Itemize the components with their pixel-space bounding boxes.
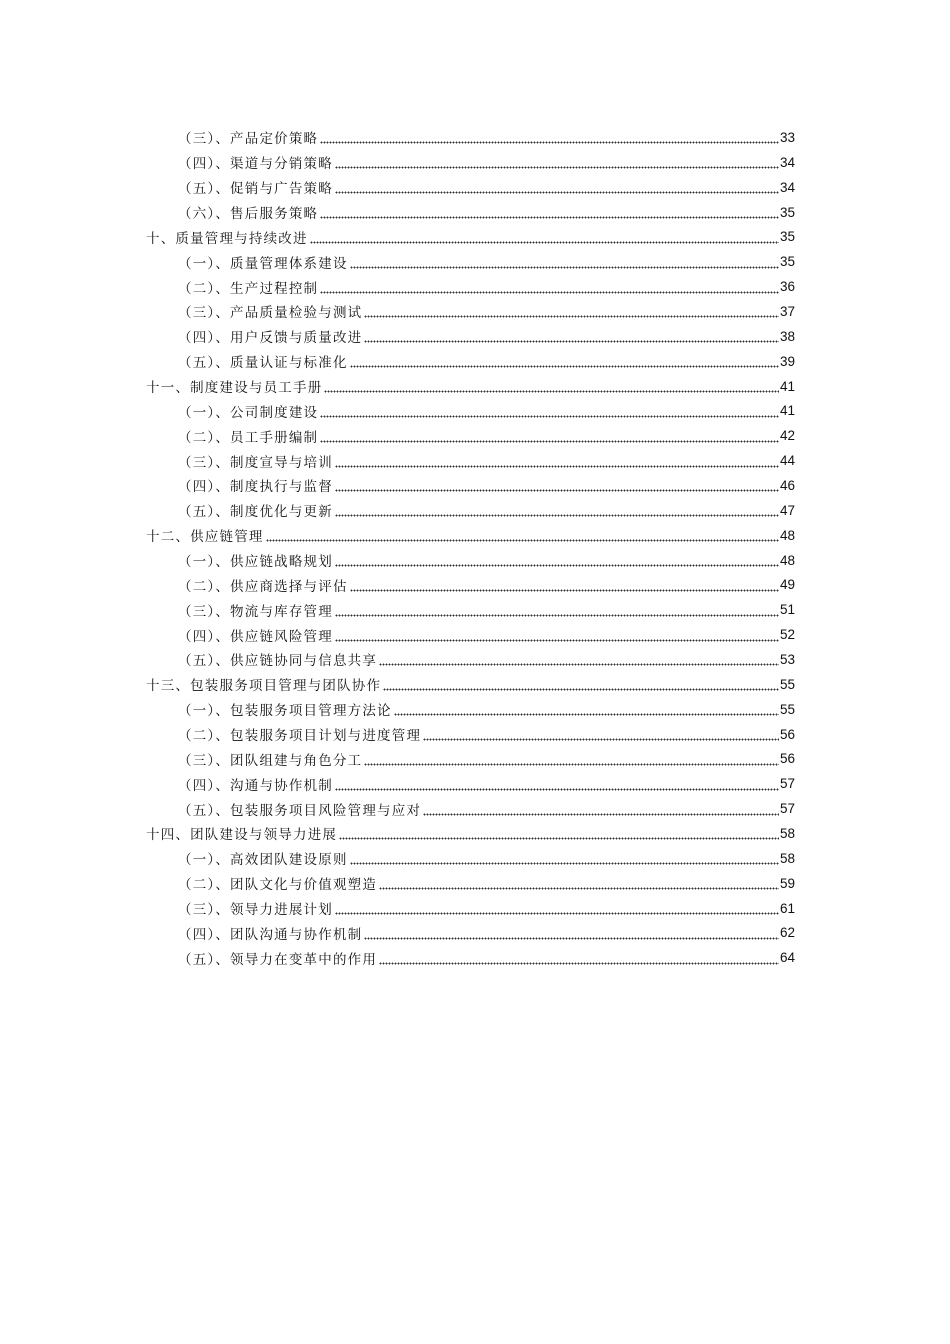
toc-section-entry[interactable]	[0, 722, 950, 747]
toc-section-entry[interactable]	[0, 150, 950, 175]
toc-section-entry[interactable]	[0, 548, 950, 573]
toc-entry-title: （四）、制度执行与监督	[178, 479, 333, 496]
toc-entry-page-number: 34	[780, 154, 796, 170]
toc-dot-leader	[364, 752, 779, 766]
toc-entry-page-number: 35	[780, 254, 796, 270]
toc-chapter-entry[interactable]	[0, 224, 950, 249]
toc-entry-title: （四）、渠道与分销策略	[178, 156, 333, 173]
toc-entry-page-number: 59	[780, 875, 796, 891]
toc-entry-title: 十三、包装服务项目管理与团队协作	[146, 678, 382, 695]
toc-section-entry[interactable]	[0, 473, 950, 498]
toc-dot-leader	[394, 702, 779, 716]
toc-section-entry[interactable]	[0, 349, 950, 374]
toc-entry-title: （五）、质量认证与标准化	[178, 355, 348, 372]
toc-dot-leader	[320, 429, 779, 443]
toc-entry-page-number: 62	[780, 925, 796, 941]
toc-dot-leader	[379, 876, 779, 890]
toc-entry-page-number: 55	[780, 676, 796, 692]
toc-entry-page-number: 35	[780, 229, 796, 245]
toc-section-entry[interactable]	[0, 398, 950, 423]
toc-section-entry[interactable]	[0, 697, 950, 722]
toc-entry-title: （五）、供应链协同与信息共享	[178, 653, 378, 670]
toc-entry-title: （五）、促销与广告策略	[178, 181, 333, 198]
toc-entry-title: （一）、包装服务项目管理方法论	[178, 703, 392, 720]
toc-dot-leader	[423, 727, 779, 741]
toc-entry-page-number: 42	[780, 428, 796, 444]
toc-entry-title: （二）、包装服务项目计划与进度管理	[178, 728, 422, 745]
toc-entry-page-number: 48	[780, 552, 796, 568]
toc-dot-leader	[335, 155, 779, 169]
toc-entry-page-number: 41	[780, 378, 796, 394]
toc-section-entry[interactable]	[0, 498, 950, 523]
toc-dot-leader	[350, 578, 779, 592]
toc-section-entry[interactable]	[0, 572, 950, 597]
toc-entry-page-number: 35	[780, 204, 796, 220]
toc-dot-leader	[364, 926, 779, 940]
toc-entry-page-number: 34	[780, 179, 796, 195]
toc-entry-page-number: 37	[780, 303, 796, 319]
toc-section-entry[interactable]	[0, 846, 950, 871]
toc-entry-page-number: 44	[780, 453, 796, 469]
toc-section-entry[interactable]	[0, 647, 950, 672]
toc-section-entry[interactable]	[0, 125, 950, 150]
toc-entry-page-number: 47	[780, 502, 796, 518]
toc-dot-leader	[379, 951, 779, 965]
toc-dot-leader	[339, 826, 779, 840]
toc-dot-leader	[320, 130, 779, 144]
toc-dot-leader	[364, 304, 779, 318]
toc-dot-leader	[379, 652, 779, 666]
toc-entry-title: （六）、售后服务策略	[178, 206, 319, 222]
toc-entry-page-number: 58	[780, 850, 796, 866]
toc-dot-leader	[320, 205, 779, 219]
toc-entry-page-number: 55	[780, 701, 796, 717]
toc-entry-page-number: 57	[780, 776, 796, 792]
toc-entry-title: （一）、公司制度建设	[178, 404, 319, 421]
toc-entry-page-number: 39	[780, 353, 796, 369]
toc-entry-title: （四）、供应链风险管理	[178, 628, 333, 645]
toc-entry-page-number: 58	[780, 825, 796, 841]
toc-entry-title: （二）、供应商选择与评估	[178, 578, 348, 595]
toc-section-entry[interactable]	[0, 896, 950, 921]
toc-entry-title: 十二、供应链管理	[146, 529, 264, 546]
toc-section-entry[interactable]	[0, 871, 950, 896]
toc-section-entry[interactable]	[0, 324, 950, 349]
toc-entry-title: （四）、团队沟通与协作机制	[178, 926, 363, 943]
toc-entry-title: 十、质量管理与持续改进	[146, 230, 308, 247]
toc-entry-title: （一）、供应链战略规划	[178, 554, 333, 571]
toc-entry-page-number: 64	[780, 950, 796, 966]
toc-dot-leader	[335, 901, 779, 915]
toc-section-entry[interactable]	[0, 622, 950, 647]
toc-entry-title: （一）、高效团队建设原则	[178, 852, 348, 869]
toc-entry-page-number: 38	[780, 328, 796, 344]
toc-entry-title: （二）、生产过程控制	[178, 280, 319, 297]
toc-dot-leader	[320, 280, 779, 294]
toc-entry-page-number: 49	[780, 577, 796, 593]
toc-entry-title: （四）、沟通与协作机制	[178, 777, 333, 794]
toc-chapter-entry[interactable]	[0, 374, 950, 399]
toc-entry-title: （一）、质量管理体系建设	[178, 255, 348, 272]
toc-entry-title: （三）、团队组建与角色分工	[178, 752, 363, 769]
toc-dot-leader	[364, 329, 779, 343]
toc-entry-page-number: 61	[780, 900, 796, 916]
toc-entry-title: （三）、产品质量检验与测试	[178, 305, 363, 322]
toc-section-entry[interactable]	[0, 299, 950, 324]
toc-entry-page-number: 57	[780, 801, 796, 817]
toc-section-entry[interactable]	[0, 249, 950, 274]
toc-entry-page-number: 33	[780, 129, 796, 145]
toc-section-entry[interactable]	[0, 448, 950, 473]
toc-dot-leader	[310, 230, 779, 244]
toc-dot-leader	[320, 404, 779, 418]
toc-entry-title: （三）、物流与库存管理	[178, 603, 333, 620]
toc-section-entry[interactable]	[0, 423, 950, 448]
toc-dot-leader	[383, 677, 779, 691]
toc-section-entry[interactable]	[0, 746, 950, 771]
toc-entry-page-number: 46	[780, 477, 796, 493]
toc-dot-leader	[335, 180, 779, 194]
toc-section-entry[interactable]	[0, 771, 950, 796]
toc-dot-leader	[266, 528, 779, 542]
toc-entry-title: （二）、员工手册编制	[178, 429, 319, 446]
toc-dot-leader	[335, 454, 779, 468]
toc-entry-page-number: 56	[780, 726, 796, 742]
toc-entry-page-number: 48	[780, 527, 796, 543]
toc-entry-title: （三）、制度宣导与培训	[178, 454, 333, 471]
toc-entry-page-number: 51	[780, 602, 796, 618]
toc-dot-leader	[335, 503, 779, 517]
toc-dot-leader	[335, 553, 779, 567]
toc-entry-page-number: 41	[780, 403, 796, 419]
toc-entry-page-number: 52	[780, 627, 796, 643]
toc-section-entry[interactable]	[0, 200, 950, 225]
toc-dot-leader	[335, 628, 779, 642]
toc-chapter-entry[interactable]	[0, 672, 950, 697]
toc-entry-title: （五）、领导力在变革中的作用	[178, 951, 378, 968]
toc-entry-page-number: 53	[780, 651, 796, 667]
toc-entry-title: 十四、团队建设与领导力进展	[146, 827, 338, 844]
toc-entry-page-number: 56	[780, 751, 796, 767]
toc-entry-title: （二）、团队文化与价值观塑造	[178, 877, 378, 894]
toc-section-entry[interactable]	[0, 945, 950, 970]
toc-dot-leader	[423, 802, 779, 816]
toc-dot-leader	[335, 777, 779, 791]
toc-dot-leader	[350, 851, 779, 865]
toc-entry-title: 十一、制度建设与员工手册	[146, 380, 323, 397]
toc-dot-leader	[335, 603, 779, 617]
toc-entry-title: （五）、包装服务项目风险管理与应对	[178, 802, 422, 819]
toc-section-entry[interactable]	[0, 597, 950, 622]
toc-section-entry[interactable]	[0, 921, 950, 946]
toc-entry-page-number: 36	[780, 279, 796, 295]
toc-entry-title: （四）、用户反馈与质量改进	[178, 330, 363, 347]
toc-entry-title: （五）、制度优化与更新	[178, 504, 333, 521]
toc-dot-leader	[350, 255, 779, 269]
toc-chapter-entry[interactable]	[0, 821, 950, 846]
toc-entry-title: （三）、产品定价策略	[178, 131, 319, 148]
toc-section-entry[interactable]	[0, 274, 950, 299]
toc-dot-leader	[324, 379, 779, 393]
toc-entry-title: （三）、领导力进展计划	[178, 902, 333, 919]
toc-dot-leader	[335, 478, 779, 492]
toc-dot-leader	[350, 354, 779, 368]
table-of-contents	[0, 125, 950, 970]
toc-chapter-entry[interactable]	[0, 523, 950, 548]
toc-section-entry[interactable]	[0, 796, 950, 821]
toc-section-entry[interactable]	[0, 175, 950, 200]
